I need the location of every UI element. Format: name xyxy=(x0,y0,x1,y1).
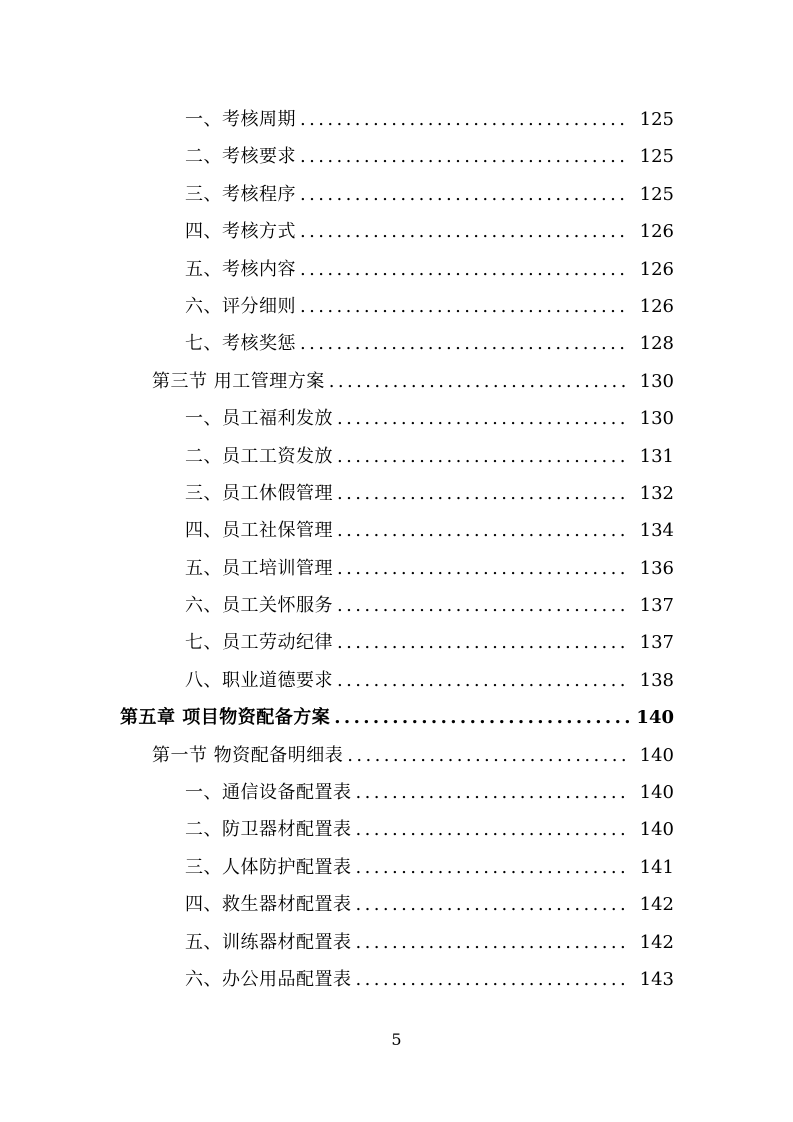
toc-leader-dots xyxy=(356,811,631,848)
toc-section-entry[interactable] xyxy=(0,363,793,400)
toc-entry[interactable] xyxy=(0,550,793,587)
toc-section-entry[interactable] xyxy=(0,737,793,774)
toc-entry-label: 六、办公用品配置表 xyxy=(185,968,352,990)
toc-entry-label: 三、考核程序 xyxy=(185,183,296,205)
toc-entry-page: 141 xyxy=(639,856,674,878)
toc-entry-label: 六、评分细则 xyxy=(185,295,296,317)
toc-leader-dots xyxy=(337,475,630,512)
toc-leader-dots xyxy=(356,886,631,923)
toc-entry-page: 130 xyxy=(639,408,674,430)
toc-entry-page: 128 xyxy=(639,333,674,355)
toc-leader-dots xyxy=(300,101,630,138)
toc-entry[interactable] xyxy=(0,475,793,512)
toc-leader-dots xyxy=(300,288,630,325)
toc-leader-dots xyxy=(337,400,630,437)
toc-leader-dots xyxy=(337,587,630,624)
toc-entry[interactable] xyxy=(0,512,793,549)
toc-entry[interactable] xyxy=(0,774,793,811)
toc-leader-dots xyxy=(337,662,630,699)
toc-entry-label: 二、防卫器材配置表 xyxy=(185,819,352,841)
toc-entry-page: 132 xyxy=(639,482,674,504)
toc-entry-label: 五、考核内容 xyxy=(185,258,296,280)
toc-entry-page: 125 xyxy=(639,109,674,130)
toc-leader-dots xyxy=(337,438,630,475)
toc-entry[interactable] xyxy=(0,924,793,961)
toc-leader-dots xyxy=(300,176,630,213)
toc-entry-label: 七、员工劳动纪律 xyxy=(185,632,333,654)
toc-entry-page: 136 xyxy=(639,557,674,579)
toc-entry-page: 125 xyxy=(639,146,674,168)
toc-leader-dots xyxy=(337,550,630,587)
toc-chapter-entry[interactable] xyxy=(0,699,793,736)
toc-leader-dots xyxy=(356,774,631,811)
toc-entry[interactable] xyxy=(0,400,793,437)
toc-entry-label: 二、员工工资发放 xyxy=(185,445,333,467)
toc-entry-label: 一、员工福利发放 xyxy=(185,408,333,430)
toc-leader-dots xyxy=(347,737,630,774)
toc-entry-page: 125 xyxy=(639,183,674,205)
toc-entry-page: 131 xyxy=(639,445,674,467)
toc-entry[interactable] xyxy=(0,325,793,362)
page-number: 5 xyxy=(391,1030,402,1049)
toc-entry-label: 第三节 用工管理方案 xyxy=(152,370,325,392)
toc-leader-dots xyxy=(337,512,630,549)
toc-entry-page: 130 xyxy=(639,370,674,392)
toc-entry-label: 四、员工社保管理 xyxy=(185,520,333,542)
toc-entry-label: 四、考核方式 xyxy=(185,221,296,243)
toc-entry[interactable] xyxy=(0,849,793,886)
toc-entry-page: 137 xyxy=(639,595,674,617)
table-of-contents xyxy=(0,101,793,998)
toc-entry-page: 142 xyxy=(639,894,674,916)
toc-entry-label: 五、训练器材配置表 xyxy=(185,931,352,953)
toc-entry[interactable] xyxy=(0,624,793,661)
toc-leader-dots xyxy=(300,325,630,362)
toc-entry[interactable] xyxy=(0,438,793,475)
toc-entry[interactable] xyxy=(0,251,793,288)
toc-entry-page: 126 xyxy=(639,258,674,280)
toc-entry-label: 第一节 物资配备明细表 xyxy=(152,744,344,766)
toc-entry-page: 143 xyxy=(639,968,674,990)
toc-entry[interactable] xyxy=(0,961,793,998)
toc-entry-page: 140 xyxy=(639,744,674,766)
toc-entry[interactable] xyxy=(0,811,793,848)
toc-leader-dots xyxy=(329,363,630,400)
toc-entry-label: 二、考核要求 xyxy=(185,146,296,168)
toc-leader-dots xyxy=(300,251,630,288)
toc-entry[interactable] xyxy=(0,587,793,624)
toc-entry-label: 一、通信设备配置表 xyxy=(185,782,352,804)
toc-entry-page: 138 xyxy=(639,669,674,691)
toc-entry[interactable] xyxy=(0,138,793,175)
toc-entry-label: 三、人体防护配置表 xyxy=(185,856,352,878)
toc-entry-page: 140 xyxy=(636,707,674,729)
toc-entry-label: 八、职业道德要求 xyxy=(185,669,333,691)
toc-entry-page: 140 xyxy=(639,819,674,841)
toc-entry[interactable] xyxy=(0,288,793,325)
toc-entry[interactable] xyxy=(0,886,793,923)
toc-entry-page: 126 xyxy=(639,221,674,243)
toc-leader-dots xyxy=(356,849,631,886)
toc-entry-label: 七、考核奖惩 xyxy=(185,333,296,355)
toc-entry-page: 140 xyxy=(639,782,674,804)
toc-leader-dots xyxy=(337,624,630,661)
toc-entry-label: 六、员工关怀服务 xyxy=(185,595,333,617)
toc-entry[interactable] xyxy=(0,176,793,213)
toc-leader-dots xyxy=(334,699,630,736)
toc-leader-dots xyxy=(300,138,630,175)
toc-entry-page: 142 xyxy=(639,931,674,953)
toc-leader-dots xyxy=(356,924,631,961)
toc-entry[interactable] xyxy=(0,101,793,138)
toc-entry-label: 第五章 项目物资配备方案 xyxy=(120,707,331,729)
toc-leader-dots xyxy=(356,961,631,998)
toc-entry[interactable] xyxy=(0,213,793,250)
toc-entry-label: 四、救生器材配置表 xyxy=(185,894,352,916)
toc-entry[interactable] xyxy=(0,662,793,699)
toc-entry-label: 五、员工培训管理 xyxy=(185,557,333,579)
toc-entry-label: 一、考核周期 xyxy=(185,109,296,130)
toc-entry-label: 三、员工休假管理 xyxy=(185,482,333,504)
toc-entry-page: 126 xyxy=(639,295,674,317)
toc-entry-page: 137 xyxy=(639,632,674,654)
toc-entry-page: 134 xyxy=(639,520,674,542)
toc-leader-dots xyxy=(300,213,630,250)
